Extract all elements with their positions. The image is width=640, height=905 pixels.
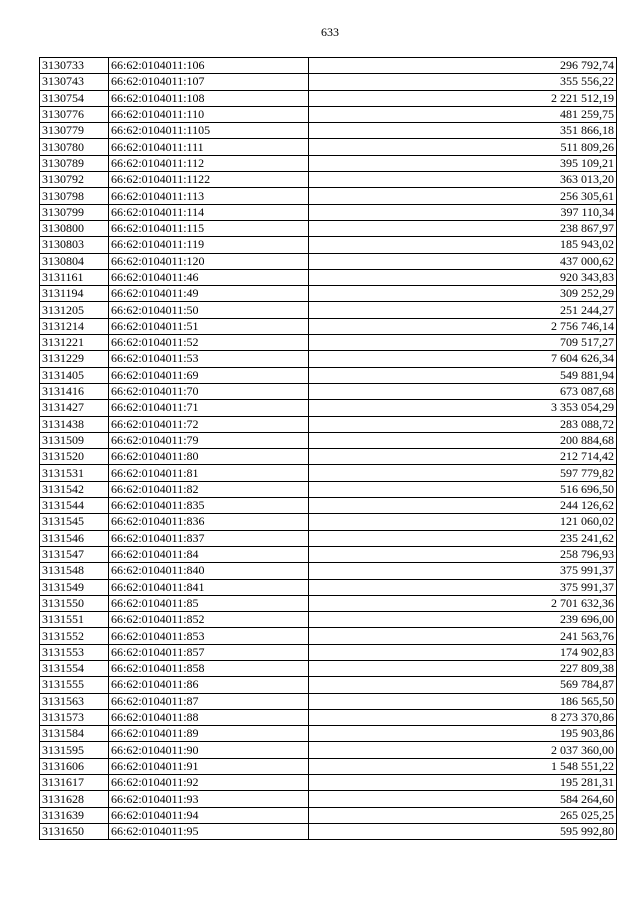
table-row [40, 628, 617, 644]
table-row [40, 595, 617, 611]
table-row [40, 726, 617, 742]
record-id-cell: 3130804 [40, 253, 109, 269]
table-row [40, 90, 617, 106]
table-row [40, 188, 617, 204]
table-row [40, 220, 617, 236]
cadastral-number-cell: 66:62:0104011:841 [109, 579, 309, 595]
value-cell: 363 013,20 [309, 172, 617, 188]
record-id-cell: 3131547 [40, 546, 109, 562]
value-cell: 121 060,02 [309, 514, 617, 530]
table-body [40, 58, 617, 840]
record-id-cell: 3131650 [40, 823, 109, 839]
record-id-cell: 3131544 [40, 498, 109, 514]
cadastral-number-cell: 66:62:0104011:107 [109, 74, 309, 90]
value-cell: 673 087,68 [309, 383, 617, 399]
value-cell: 1 548 551,22 [309, 758, 617, 774]
value-cell: 186 565,50 [309, 693, 617, 709]
value-cell: 283 088,72 [309, 416, 617, 432]
cadastral-number-cell: 66:62:0104011:52 [109, 335, 309, 351]
value-cell: 2 701 632,36 [309, 595, 617, 611]
record-id-cell: 3131573 [40, 709, 109, 725]
record-id-cell: 3131229 [40, 351, 109, 367]
value-cell: 2 037 360,00 [309, 742, 617, 758]
cadastral-number-cell: 66:62:0104011:837 [109, 530, 309, 546]
value-cell: 241 563,76 [309, 628, 617, 644]
table-row [40, 237, 617, 253]
table-row [40, 58, 617, 74]
value-cell: 8 273 370,86 [309, 709, 617, 725]
table-row [40, 400, 617, 416]
cadastral-number-cell: 66:62:0104011:80 [109, 449, 309, 465]
table-row [40, 139, 617, 155]
value-cell: 185 943,02 [309, 237, 617, 253]
record-id-cell: 3131520 [40, 449, 109, 465]
table-row [40, 74, 617, 90]
record-id-cell: 3131542 [40, 481, 109, 497]
record-id-cell: 3131161 [40, 269, 109, 285]
record-id-cell: 3131438 [40, 416, 109, 432]
record-id-cell: 3131405 [40, 367, 109, 383]
cadastral-number-cell: 66:62:0104011:92 [109, 775, 309, 791]
value-cell: 511 809,26 [309, 139, 617, 155]
cadastral-table [39, 57, 617, 840]
cadastral-number-cell: 66:62:0104011:858 [109, 660, 309, 676]
cadastral-number-cell: 66:62:0104011:93 [109, 791, 309, 807]
cadastral-number-cell: 66:62:0104011:87 [109, 693, 309, 709]
value-cell: 227 809,38 [309, 660, 617, 676]
value-cell: 584 264,60 [309, 791, 617, 807]
table-row [40, 709, 617, 725]
cadastral-number-cell: 66:62:0104011:113 [109, 188, 309, 204]
record-id-cell: 3131555 [40, 677, 109, 693]
table-row [40, 563, 617, 579]
value-cell: 7 604 626,34 [309, 351, 617, 367]
record-id-cell: 3130800 [40, 220, 109, 236]
table-row [40, 465, 617, 481]
table-row [40, 383, 617, 399]
cadastral-number-cell: 66:62:0104011:840 [109, 563, 309, 579]
record-id-cell: 3130733 [40, 58, 109, 74]
value-cell: 258 796,93 [309, 546, 617, 562]
value-cell: 516 696,50 [309, 481, 617, 497]
table-row [40, 253, 617, 269]
value-cell: 200 884,68 [309, 432, 617, 448]
page-number: 633 [321, 25, 339, 39]
value-cell: 595 992,80 [309, 823, 617, 839]
table-row [40, 481, 617, 497]
value-cell: 212 714,42 [309, 449, 617, 465]
table-row [40, 791, 617, 807]
value-cell: 195 903,86 [309, 726, 617, 742]
record-id-cell: 3131545 [40, 514, 109, 530]
record-id-cell: 3131548 [40, 563, 109, 579]
table-row [40, 286, 617, 302]
table-row [40, 612, 617, 628]
cadastral-number-cell: 66:62:0104011:1105 [109, 123, 309, 139]
cadastral-number-cell: 66:62:0104011:110 [109, 106, 309, 122]
cadastral-number-cell: 66:62:0104011:88 [109, 709, 309, 725]
record-id-cell: 3131553 [40, 644, 109, 660]
table-row [40, 530, 617, 546]
record-id-cell: 3131639 [40, 807, 109, 823]
cadastral-number-cell: 66:62:0104011:84 [109, 546, 309, 562]
cadastral-number-cell: 66:62:0104011:86 [109, 677, 309, 693]
table-row [40, 123, 617, 139]
cadastral-number-cell: 66:62:0104011:81 [109, 465, 309, 481]
table-row [40, 514, 617, 530]
record-id-cell: 3130743 [40, 74, 109, 90]
value-cell: 355 556,22 [309, 74, 617, 90]
value-cell: 251 244,27 [309, 302, 617, 318]
value-cell: 597 779,82 [309, 465, 617, 481]
cadastral-number-cell: 66:62:0104011:49 [109, 286, 309, 302]
record-id-cell: 3131546 [40, 530, 109, 546]
cadastral-number-cell: 66:62:0104011:46 [109, 269, 309, 285]
table-row [40, 106, 617, 122]
cadastral-number-cell: 66:62:0104011:79 [109, 432, 309, 448]
cadastral-number-cell: 66:62:0104011:112 [109, 155, 309, 171]
record-id-cell: 3131194 [40, 286, 109, 302]
table-row [40, 155, 617, 171]
cadastral-number-cell: 66:62:0104011:114 [109, 204, 309, 220]
record-id-cell: 3131595 [40, 742, 109, 758]
table-row [40, 677, 617, 693]
cadastral-number-cell: 66:62:0104011:108 [109, 90, 309, 106]
value-cell: 265 025,25 [309, 807, 617, 823]
value-cell: 195 281,31 [309, 775, 617, 791]
record-id-cell: 3131214 [40, 318, 109, 334]
value-cell: 3 353 054,29 [309, 400, 617, 416]
cadastral-number-cell: 66:62:0104011:85 [109, 595, 309, 611]
value-cell: 244 126,62 [309, 498, 617, 514]
value-cell: 920 343,83 [309, 269, 617, 285]
table-row [40, 269, 617, 285]
table-row [40, 742, 617, 758]
value-cell: 397 110,34 [309, 204, 617, 220]
value-cell: 375 991,37 [309, 563, 617, 579]
value-cell: 709 517,27 [309, 335, 617, 351]
table-row [40, 693, 617, 709]
value-cell: 238 867,97 [309, 220, 617, 236]
record-id-cell: 3131628 [40, 791, 109, 807]
record-id-cell: 3131617 [40, 775, 109, 791]
table-row [40, 644, 617, 660]
value-cell: 2 221 512,19 [309, 90, 617, 106]
cadastral-number-cell: 66:62:0104011:106 [109, 58, 309, 74]
value-cell: 309 252,29 [309, 286, 617, 302]
cadastral-number-cell: 66:62:0104011:91 [109, 758, 309, 774]
value-cell: 351 866,18 [309, 123, 617, 139]
value-cell: 2 756 746,14 [309, 318, 617, 334]
record-id-cell: 3131509 [40, 432, 109, 448]
cadastral-number-cell: 66:62:0104011:72 [109, 416, 309, 432]
cadastral-number-cell: 66:62:0104011:90 [109, 742, 309, 758]
record-id-cell: 3131549 [40, 579, 109, 595]
table-row [40, 823, 617, 839]
record-id-cell: 3131221 [40, 335, 109, 351]
table-row [40, 432, 617, 448]
cadastral-number-cell: 66:62:0104011:1122 [109, 172, 309, 188]
cadastral-number-cell: 66:62:0104011:51 [109, 318, 309, 334]
cadastral-number-cell: 66:62:0104011:69 [109, 367, 309, 383]
cadastral-number-cell: 66:62:0104011:111 [109, 139, 309, 155]
record-id-cell: 3131551 [40, 612, 109, 628]
table-row [40, 318, 617, 334]
table-row [40, 498, 617, 514]
record-id-cell: 3131531 [40, 465, 109, 481]
cadastral-number-cell: 66:62:0104011:119 [109, 237, 309, 253]
value-cell: 174 902,83 [309, 644, 617, 660]
table-row [40, 807, 617, 823]
record-id-cell: 3131205 [40, 302, 109, 318]
record-id-cell: 3131427 [40, 400, 109, 416]
record-id-cell: 3131584 [40, 726, 109, 742]
value-cell: 296 792,74 [309, 58, 617, 74]
value-cell: 256 305,61 [309, 188, 617, 204]
value-cell: 239 696,00 [309, 612, 617, 628]
cadastral-number-cell: 66:62:0104011:857 [109, 644, 309, 660]
record-id-cell: 3131552 [40, 628, 109, 644]
cadastral-number-cell: 66:62:0104011:71 [109, 400, 309, 416]
cadastral-number-cell: 66:62:0104011:95 [109, 823, 309, 839]
record-id-cell: 3130799 [40, 204, 109, 220]
record-id-cell: 3131563 [40, 693, 109, 709]
table-row [40, 775, 617, 791]
record-id-cell: 3131416 [40, 383, 109, 399]
table-row [40, 335, 617, 351]
record-id-cell: 3131554 [40, 660, 109, 676]
cadastral-number-cell: 66:62:0104011:836 [109, 514, 309, 530]
table-row [40, 758, 617, 774]
cadastral-number-cell: 66:62:0104011:50 [109, 302, 309, 318]
cadastral-number-cell: 66:62:0104011:853 [109, 628, 309, 644]
table-row [40, 351, 617, 367]
cadastral-number-cell: 66:62:0104011:70 [109, 383, 309, 399]
record-id-cell: 3130780 [40, 139, 109, 155]
table-row [40, 579, 617, 595]
table-row [40, 302, 617, 318]
record-id-cell: 3130776 [40, 106, 109, 122]
cadastral-number-cell: 66:62:0104011:835 [109, 498, 309, 514]
value-cell: 549 881,94 [309, 367, 617, 383]
record-id-cell: 3130798 [40, 188, 109, 204]
value-cell: 437 000,62 [309, 253, 617, 269]
value-cell: 235 241,62 [309, 530, 617, 546]
cadastral-number-cell: 66:62:0104011:89 [109, 726, 309, 742]
cadastral-number-cell: 66:62:0104011:120 [109, 253, 309, 269]
value-cell: 395 109,21 [309, 155, 617, 171]
table-row [40, 172, 617, 188]
cadastral-number-cell: 66:62:0104011:53 [109, 351, 309, 367]
value-cell: 481 259,75 [309, 106, 617, 122]
record-id-cell: 3130803 [40, 237, 109, 253]
cadastral-number-cell: 66:62:0104011:852 [109, 612, 309, 628]
table-row [40, 204, 617, 220]
record-id-cell: 3131606 [40, 758, 109, 774]
record-id-cell: 3131550 [40, 595, 109, 611]
table-row [40, 546, 617, 562]
cadastral-number-cell: 66:62:0104011:82 [109, 481, 309, 497]
cadastral-number-cell: 66:62:0104011:94 [109, 807, 309, 823]
record-id-cell: 3130779 [40, 123, 109, 139]
table-row [40, 449, 617, 465]
record-id-cell: 3130754 [40, 90, 109, 106]
table-row [40, 660, 617, 676]
record-id-cell: 3130792 [40, 172, 109, 188]
value-cell: 569 784,87 [309, 677, 617, 693]
value-cell: 375 991,37 [309, 579, 617, 595]
table-row [40, 416, 617, 432]
record-id-cell: 3130789 [40, 155, 109, 171]
cadastral-number-cell: 66:62:0104011:115 [109, 220, 309, 236]
table-row [40, 367, 617, 383]
